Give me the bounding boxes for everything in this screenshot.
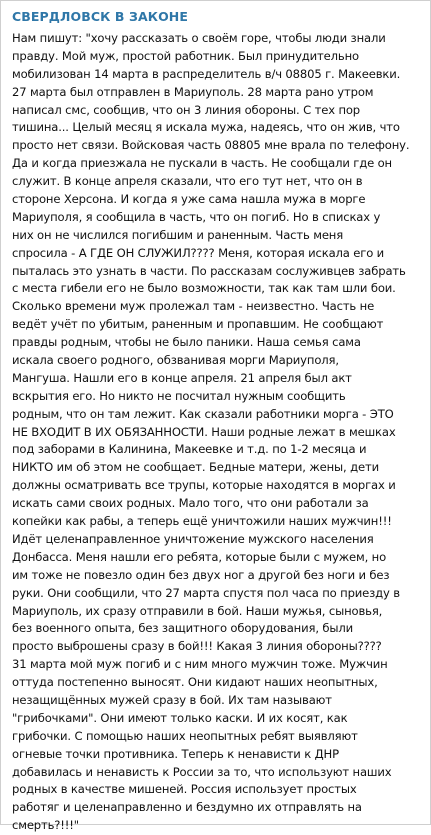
message-line: спросила - А ГДЕ ОН СЛУЖИЛ???? Меня, которая искала его и [12, 245, 385, 260]
message-line: копейки как рабы, а теперь ещё уничтожили наших мужчин!!! [12, 514, 392, 529]
message-line: "грибочками". Они имеют только каски. И их косят, как [12, 710, 348, 725]
channel-name[interactable]: СВЕРДЛОВСК В ЗАКОНЕ [12, 9, 188, 24]
message-line: служит. В конце апреля сказали, что его тут нет, что он в [12, 174, 363, 189]
message-line: Мариуполя, я сообщила в часть, что он погиб. Но в списках у [12, 209, 381, 224]
message-line: огневые точки противника. Теперь к ненависти к ДНР [12, 746, 339, 761]
message-line: под заборами в Калинина, Макеевке и т.д. по 1-2 месяца и [12, 442, 367, 457]
message-line: НЕ ВХОДИТ В ИХ ОБЯЗАННОСТИ. Наши родные лежат в мешках [12, 424, 396, 439]
message-line: мобилизован 14 марта в распределитель в/ч 08805 г. Макеевки. [12, 66, 401, 81]
message-line: Донбасса. Меня нашли его ребята, которые были с мужем, но [12, 549, 387, 564]
message-line: 31 марта мой муж погиб и с ним много мужчин тоже. Мужчин [12, 657, 388, 672]
message-line: руки. Они сообщили, что 27 марта спустя пол часа по приезду в [12, 585, 400, 600]
message-line: Сколько времени муж пролежал там - неизвестно. Часть не [12, 299, 375, 314]
message-line: написал смс, сообщив, что он 3 линия обороны. С тех пор [12, 102, 361, 117]
message-line: Мангуша. Нашли его в конце апреля. 21 апреля был акт [12, 370, 352, 385]
message-line: родных в качестве мишеней. Россия использует простых [12, 782, 357, 797]
message-line: правду. Мой муж, простой работник. Был принудительно [12, 48, 359, 63]
message-line: 27 марта был отправлен в Мариуполь. 28 марта рано утром [12, 84, 374, 99]
message-line: Идёт целенаправленное уничтожение мужского населения [12, 531, 374, 546]
message-line: с места гибели его не было возможности, так как там шли бои. [12, 281, 396, 296]
message-line: вскрытия его. Но никто не посчитал нужным сообщить [12, 388, 346, 403]
message-line: Мариуполь, их сразу отправили в бой. Наши мужья, сыновья, [12, 603, 383, 618]
message-line: должны осматривать все трупы, которые находятся в моргах и [12, 478, 396, 493]
message-line: грибочки. С помощью наших неопытных ребят выявляют [12, 728, 358, 743]
message-line: без военного опыта, без защитного оборудования, были [12, 621, 354, 636]
message-line: ведёт учёт по убитым, раненным и пропавшим. Не сообщают [12, 317, 384, 332]
message-text [12, 30, 426, 835]
message-line: работяг и целенаправленно и бездумно их отправлять на [12, 800, 362, 815]
message-line: добавилась и ненависть к России за то, что используют наших [12, 764, 392, 779]
message-line: пыталась это узнать в части. По рассказам сослуживцев забрать [12, 263, 406, 278]
message-line: НИКТО им об этом не сообщает. Бедные матери, жены, дети [12, 460, 379, 475]
message-line: оттуда постепенно выносят. Они кидают наших неопытных, [12, 675, 378, 690]
message-line: стороне Херсона. И когда я уже сама нашла мужа в морге [12, 192, 366, 207]
message-line: им тоже не повезло один без двух ног а другой без ноги и без [12, 567, 390, 582]
message-line: искать сами своих родных. Мало того, что они работали за [12, 496, 369, 511]
message-line: искала своего родного, обзванивая морги Мариуполя, [12, 353, 339, 368]
message-line: смерть?!!!" [12, 818, 79, 833]
message-line: тишина... Целый месяц я искала мужа, надеясь, что он жив, что [12, 120, 400, 135]
message-line: Нам пишут: "хочу рассказать о своём горе, чтобы люди знали [12, 31, 386, 45]
message-line: них он не числился погибшим и раненным. Часть меня [12, 227, 344, 242]
message-line: Да и когда приезжала не пускали в часть. Не сообщали где он [12, 156, 392, 171]
message-line: незащищённых мужей сразу в бой. Их там называют [12, 692, 332, 707]
message-line: правды родным, чтобы не было паники. Наша семья сама [12, 335, 361, 350]
message-line: родным, что он там лежит. Как сказали работники морга - ЭТО [12, 406, 394, 421]
message-line: просто нет связи. Войсковая часть 08805 мне врала по телефону. [12, 138, 410, 153]
message-line: просто выброшены сразу в бой!!! Какая 3 линия обороны???? [12, 639, 382, 654]
